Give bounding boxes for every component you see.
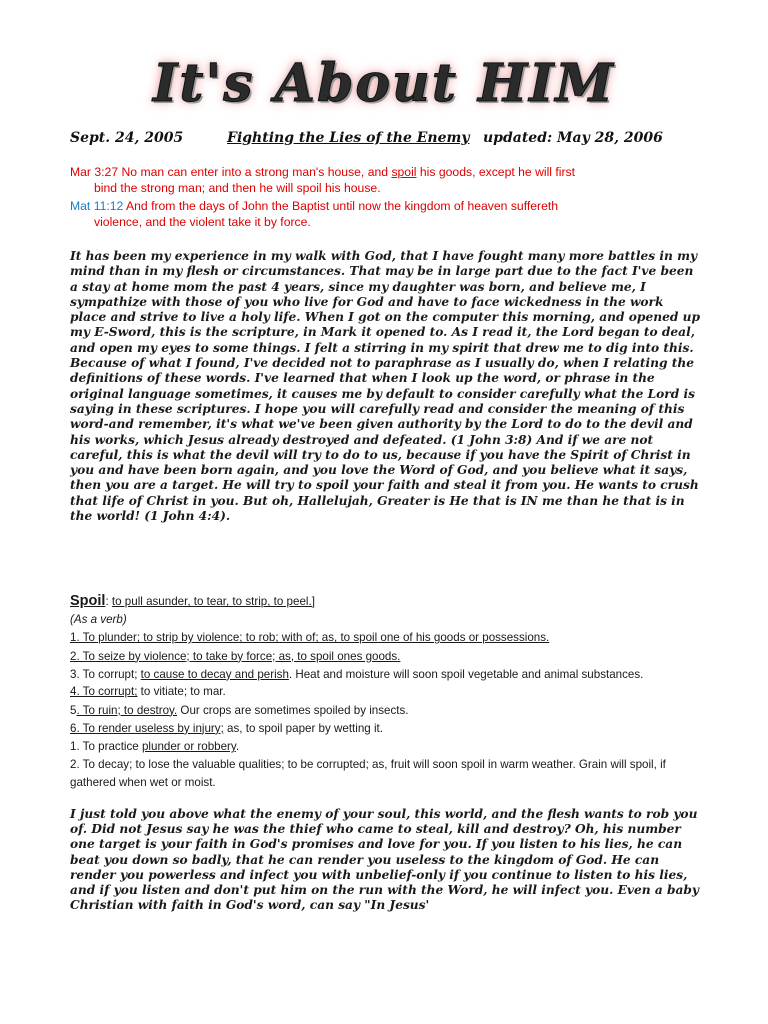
definition-item: 2. To decay; to lose the valuable qualities; to be corrupted; as, fruit will soon spoil in warm weather. Grain will spoil, if gathered when wet or moist.	[70, 758, 666, 789]
verse-reference: Mar 3:27	[70, 165, 119, 179]
part-of-speech: (As a verb)	[70, 613, 127, 627]
definition-colon: :	[105, 595, 112, 608]
definition-text: 5	[70, 703, 77, 717]
definition-item	[70, 702, 710, 720]
verse-text: his goods, except he will first	[416, 165, 576, 179]
definition-text: 1. To practice	[70, 740, 142, 754]
definition-gloss: to pull asunder, to tear, to strip, to peel.]	[111, 595, 315, 608]
verse-underlined-word: spoil	[391, 165, 417, 179]
definition-item	[70, 648, 710, 666]
definition-text: .	[235, 740, 240, 754]
definition-heading	[70, 593, 710, 611]
verse-text: No man can enter into a strong man's house, and	[118, 165, 392, 179]
article-header	[70, 130, 710, 150]
definition-item	[70, 720, 710, 738]
definition-text: as, to spoil paper by wetting it.	[223, 721, 383, 735]
verse-continuation: violence, and the violent take it by force.	[94, 215, 311, 229]
definition-text: to cause to decay and perish	[140, 667, 289, 681]
definition-text: to vitiate; to mar.	[137, 685, 226, 699]
definition-text: . To ruin; to destroy.	[76, 703, 178, 717]
article-title: Fighting the Lies of the Enemy	[227, 130, 470, 146]
updated-date: updated: May 28, 2006	[483, 130, 663, 146]
banner-title: It's About HIM	[153, 53, 615, 114]
article-date: Sept. 24, 2005	[70, 130, 184, 146]
definition-text: . Heat and moisture will soon spoil vegetable and animal substances.	[288, 667, 644, 681]
verse-text: And from the days of John the Baptist until now the kingdom of heaven suffereth	[123, 199, 559, 213]
definition-term: Spoil	[70, 593, 106, 609]
definition-item	[70, 629, 710, 647]
definition-item	[70, 666, 710, 684]
definition-text: Our crops are sometimes spoiled by insects.	[177, 703, 409, 717]
scripture-verse	[70, 198, 690, 230]
definitions-block	[70, 593, 710, 792]
definition-text: 6. To render useless by injury;	[70, 721, 224, 735]
definition-item	[70, 738, 710, 756]
definition-text: 1. To plunder; to strip by violence; to rob; with of; as, to spoil one of his goods or possessions.	[70, 631, 550, 645]
scripture-verse	[70, 164, 690, 196]
verse-reference: Mat 11:12	[70, 199, 124, 213]
definition-text: 3. To corrupt;	[70, 667, 141, 681]
definition-text: plunder or robbery	[141, 740, 236, 754]
verse-continuation: bind the strong man; and then he will spoil his house.	[94, 181, 381, 195]
body-paragraph: It has been my experience in my walk with God, that I have fought many more battles in my mind than in my flesh or circumstances. That may be in large part due to the fact I've been a stay at home mom the past 4 years, since my daughter was born, and believe me, I sympathize with those of you who live for God and have to face wickedness in the work place and strive to live a holy life. When I got on the computer this morning, and opened up my E-Sword, this is the scripture, in Mark it opened to. As I read it, the Lord began to deal, and open my eyes to some things. I felt a stirring in my spirit that drew me to dig into this. Because of what I found, I've decided not to paraphrase as I usually do, when I relating the definitions of these words. I've learned that when I look up the word, or phrase in the original language sometimes, it causes me by default to consider carefully what the Lord is saying in these scriptures. I hope you will carefully read and consider the meaning of this word-and remember, it's what we've been given authority by the Lord to do to the devil and his works, which Jesus already destroyed and defeated. (1 John 3:8) And if we are not careful, this is what the devil will try to do to us, because if you have the Spirit of Christ in you and have been born again, and you love the Word of God, and you believe what it says, then you are a target. He will try to spoil your faith and steal it from you. He wants to crush that life of Christ in you. But oh, Hallelujah, Greater is He that is IN me than he that is in the world! (1 John 4:4).	[70, 249, 700, 524]
definition-text: 2. To seize by violence; to take by force; as, to spoil ones goods.	[70, 649, 401, 663]
definition-item	[70, 683, 710, 701]
body-paragraph: I just told you above what the enemy of your soul, this world, and the flesh wants to rob you of. Did not Jesus say he was the thief who came to steal, kill and destroy? Oh, his number one target is your faith in God's promises and love for you. If you listen to his lies, he can beat you down so badly, that he can render you useless to the kingdom of God. He can render you powerless and infect you with unbelief-only if you continue to listen to his lies, and if you listen and don't put him on the run with the Word, he will infect you. Even a baby Christian with faith in God's word, can say "In Jesus'	[70, 807, 699, 913]
definition-text: 4. To corrupt;	[70, 685, 138, 699]
